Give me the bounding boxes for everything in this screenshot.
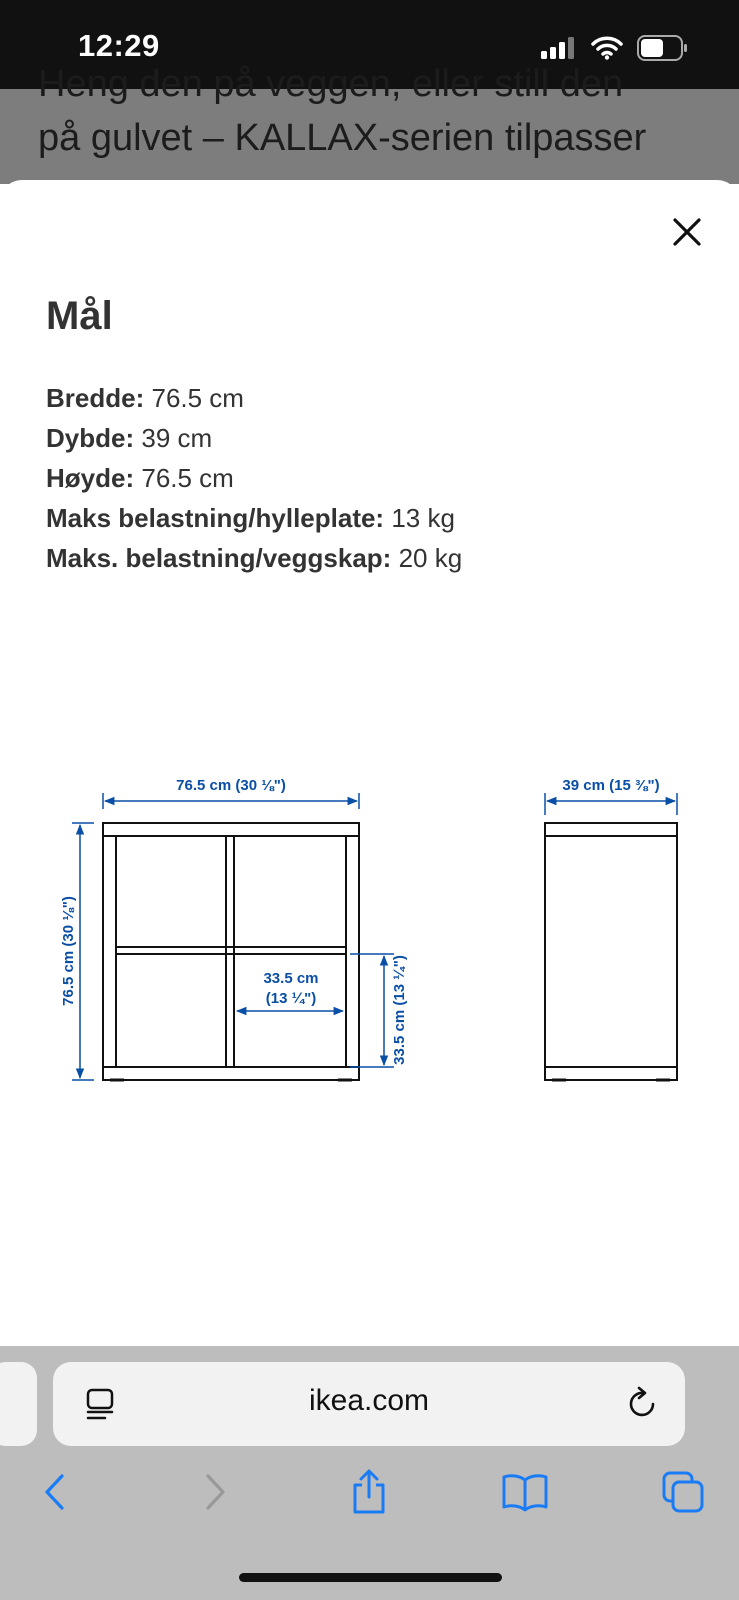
inner-width-label-2: (13 ¼") xyxy=(265,990,317,1007)
dimensions-sheet xyxy=(0,180,739,1346)
bookmarks-button[interactable] xyxy=(497,1464,553,1520)
inner-width-label-1: 33.5 cm xyxy=(263,970,319,987)
spec-value: 76.5 cm xyxy=(151,383,244,413)
tabs-icon xyxy=(661,1470,705,1514)
spec-label: Dybde: xyxy=(46,423,135,453)
browser-toolbar xyxy=(0,1464,739,1524)
back-button[interactable] xyxy=(27,1464,83,1520)
battery-icon xyxy=(637,35,689,61)
signal-icon xyxy=(541,37,577,59)
address-bar[interactable] xyxy=(53,1362,685,1446)
spec-list xyxy=(46,378,462,578)
previous-tab-preview[interactable] xyxy=(0,1362,37,1446)
spec-row-wall-load xyxy=(46,538,462,578)
inner-height-label: 33.5 cm (13 ¼") xyxy=(391,955,408,1065)
status-icons xyxy=(541,35,689,61)
side-depth-label: 39 cm (15 ⅜") xyxy=(562,777,660,794)
spec-value: 39 cm xyxy=(141,423,213,453)
share-icon xyxy=(349,1469,389,1515)
spec-value: 20 kg xyxy=(398,543,463,573)
spec-value: 76.5 cm xyxy=(141,463,234,493)
status-time: 12:29 xyxy=(78,28,160,63)
spec-label: Maks. belastning/veggskap: xyxy=(46,543,392,573)
sheet-title: Mål xyxy=(46,294,113,338)
background-text-line-2: på gulvet – KALLAX-serien tilpasser xyxy=(38,117,647,159)
back-icon xyxy=(42,1472,68,1512)
spec-value: 13 kg xyxy=(391,503,455,533)
forward-button[interactable] xyxy=(187,1464,243,1520)
close-icon[interactable] xyxy=(671,216,703,248)
url-text: ikea.com xyxy=(308,1384,430,1417)
forward-icon xyxy=(202,1472,228,1512)
share-button[interactable] xyxy=(341,1464,397,1520)
browser-bar xyxy=(0,1346,739,1600)
spec-label: Maks belastning/hylleplate: xyxy=(46,503,385,533)
spec-label: Høyde: xyxy=(46,463,135,493)
bookmarks-icon xyxy=(501,1472,549,1512)
background-text-line-1: Heng den på veggen, eller still den xyxy=(38,63,624,105)
front-width-label: 76.5 cm (30 ⅛") xyxy=(176,777,286,794)
spec-row-depth xyxy=(46,418,462,458)
tabs-button[interactable] xyxy=(655,1464,711,1520)
front-view-outline xyxy=(103,823,359,1080)
wifi-icon xyxy=(591,36,623,60)
spec-row-width xyxy=(46,378,462,418)
dimension-diagram xyxy=(50,775,690,1105)
background-page xyxy=(0,63,739,184)
spec-row-shelf-load xyxy=(46,498,462,538)
spec-label: Bredde: xyxy=(46,383,145,413)
front-height-label: 76.5 cm (30 ⅛") xyxy=(60,896,77,1006)
reload-icon[interactable] xyxy=(627,1386,659,1420)
side-view-outline xyxy=(545,823,677,1080)
spec-row-height xyxy=(46,458,462,498)
home-indicator[interactable] xyxy=(239,1573,502,1582)
